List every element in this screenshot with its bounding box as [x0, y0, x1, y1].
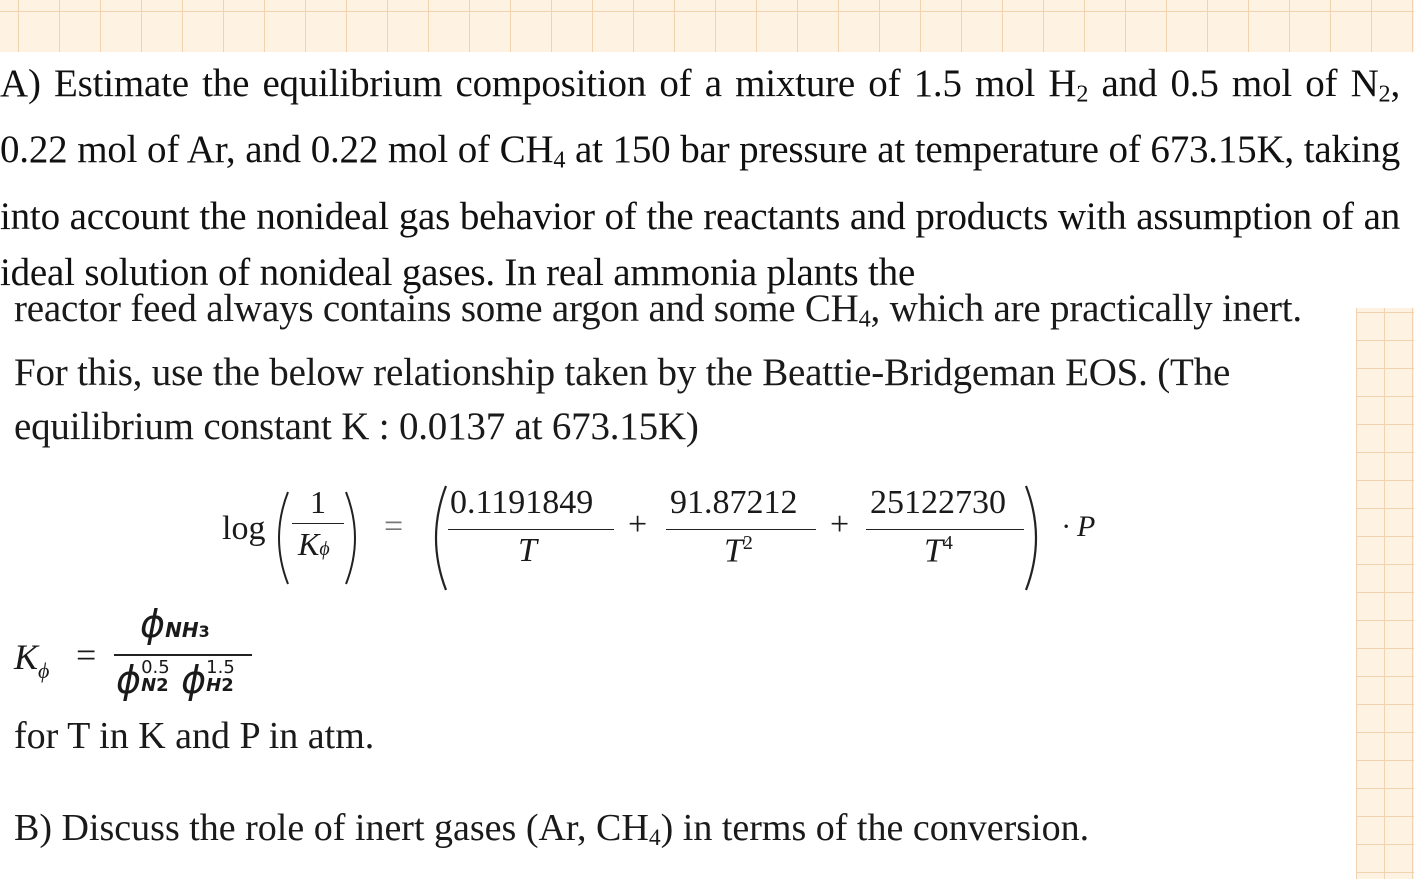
grid-paper-top: [0, 0, 1414, 52]
equation-beattie-bridgeman: log 1 Kϕ = 0.1191849 T + 91.87212 $T^2$ + 25122730 $T^4$ · P: [0, 470, 1300, 600]
left-paren: [268, 488, 294, 588]
units-note: for T in K and P in atm.: [14, 715, 375, 757]
part-a-text: A) Estimate the equilibrium composition of a mixture of 1.5 mol $H_2$ and 0.5 mol of $N_2$, 0.22 mol of Ar, and 0.22 mol of $CH_4$ at 150 bar pressure at temperature of 673.15K, taking into account the nonideal gas behavior of the reactants and products with assumption of an ideal solution of nonideal gases. In real ammonia plants the: [0, 62, 1400, 294]
right-paren: [340, 488, 366, 588]
grid-paper-right: [1356, 308, 1414, 879]
big-left-paren: [424, 482, 452, 594]
big-right-paren: [1020, 482, 1048, 594]
part-a-continuation: reactor feed always contains some argon and some $CH_4$, which are practically inert. For this, use the below relationship taken by the Beattie-Bridgeman EOS. (The equilibrium constant K : 0.0137 at 673.15K): [14, 287, 1302, 449]
equation-k-phi: $K_\phi$ = ϕNH3 ϕ 0.5 N2 ϕ 1.5 H2: [0, 600, 400, 720]
part-b-text: B) Discuss the role of inert gases (Ar, $CH_4$) in terms of the conversion.: [14, 807, 1090, 852]
